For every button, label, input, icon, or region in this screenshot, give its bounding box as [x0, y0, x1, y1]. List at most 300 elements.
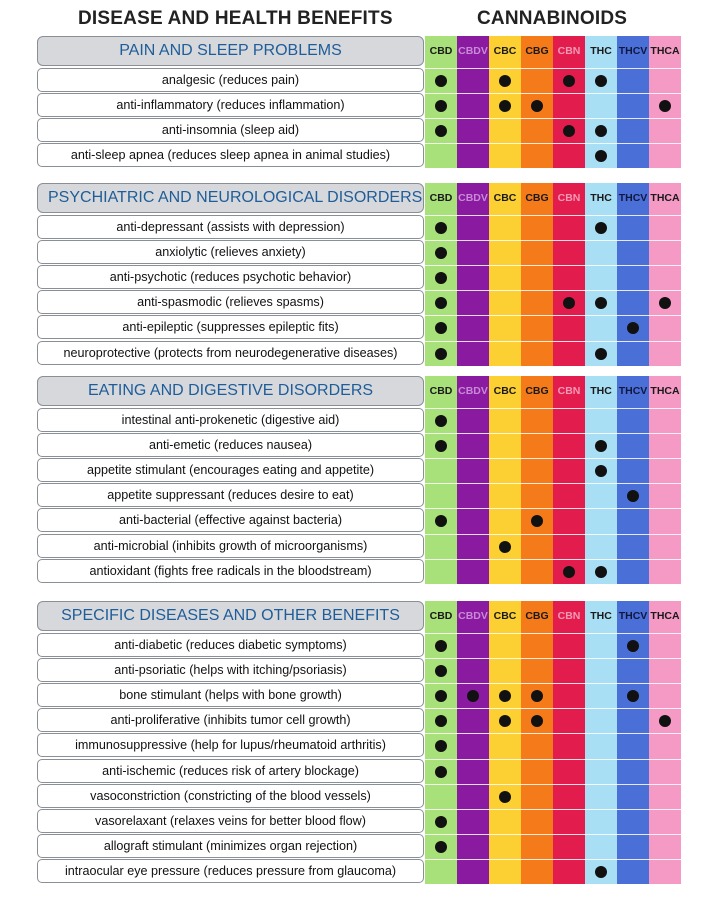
cell-thc: [585, 433, 617, 457]
column-header-cbc: CBC: [493, 385, 517, 397]
cell-thcv: [617, 859, 649, 883]
cell-cbn: [553, 483, 585, 507]
benefit-dot: [531, 100, 543, 112]
benefit-dot: [435, 247, 447, 259]
cell-cbdv: [457, 633, 489, 657]
cell-cbdv: [457, 834, 489, 858]
cell-cbg: [521, 215, 553, 239]
cell-thca: [649, 708, 681, 732]
benefit-dot: [435, 415, 447, 427]
benefit-dot: [531, 690, 543, 702]
benefit-dot: [435, 715, 447, 727]
benefit-dot: [627, 690, 639, 702]
cell-cbdv: [457, 290, 489, 314]
cell-cbg: [521, 859, 553, 883]
benefit-dot: [563, 75, 575, 87]
cell-cbg: [521, 508, 553, 532]
section-header: PAIN AND SLEEP PROBLEMS: [37, 36, 424, 66]
cell-cbd: [425, 215, 457, 239]
cell-cbc: [489, 68, 521, 92]
cell-thcv: [617, 483, 649, 507]
benefit-dot: [659, 100, 671, 112]
cell-cbn: [553, 809, 585, 833]
cell-thca: [649, 483, 681, 507]
cell-thc: [585, 633, 617, 657]
cell-thcv: [617, 733, 649, 757]
cell-cbg: [521, 759, 553, 783]
cell-cbdv: [457, 733, 489, 757]
cell-cbc: [489, 508, 521, 532]
column-header-cbc: CBC: [493, 610, 517, 622]
column-header-cbn: CBN: [557, 192, 581, 204]
cell-cbg: [521, 658, 553, 682]
benefit-dot: [499, 715, 511, 727]
cell-thca: [649, 215, 681, 239]
cell-cbn: [553, 759, 585, 783]
cell-cbc: [489, 859, 521, 883]
cell-cbg: [521, 68, 553, 92]
column-header-cbdv: CBDV: [458, 610, 488, 622]
benefit-dot: [435, 322, 447, 334]
benefit-dot: [499, 791, 511, 803]
benefit-dot: [435, 841, 447, 853]
benefit-row-label: anti-spasmodic (relieves spasms): [37, 290, 424, 314]
cell-cbn: [553, 118, 585, 142]
cell-cbc: [489, 408, 521, 432]
cell-cbdv: [457, 534, 489, 558]
benefit-dot: [435, 348, 447, 360]
cell-cbd: [425, 708, 457, 732]
cell-cbn: [553, 458, 585, 482]
cell-thc: [585, 290, 617, 314]
benefit-row-label: intestinal anti-prokenetic (digestive aid): [37, 408, 424, 432]
benefit-row-label: anti-epileptic (suppresses epileptic fits): [37, 315, 424, 339]
column-header-thca: THCA: [650, 610, 680, 622]
cell-cbc: [489, 290, 521, 314]
cell-thc: [585, 733, 617, 757]
benefit-row-label: anti-emetic (reduces nausea): [37, 433, 424, 457]
cell-thc: [585, 534, 617, 558]
cell-cbc: [489, 834, 521, 858]
column-header-cbc: CBC: [493, 45, 517, 57]
cell-thca: [649, 559, 681, 583]
cell-cbn: [553, 265, 585, 289]
cell-cbn: [553, 733, 585, 757]
cell-thcv: [617, 658, 649, 682]
cell-thcv: [617, 834, 649, 858]
cell-cbg: [521, 315, 553, 339]
cell-thc: [585, 408, 617, 432]
cell-thca: [649, 458, 681, 482]
cell-cbdv: [457, 559, 489, 583]
benefit-dot: [595, 866, 607, 878]
cell-thc: [585, 809, 617, 833]
column-header-cbdv: CBDV: [458, 385, 488, 397]
cell-cbd: [425, 683, 457, 707]
cell-cbc: [489, 265, 521, 289]
cell-thcv: [617, 759, 649, 783]
benefit-dot: [595, 440, 607, 452]
cell-thc: [585, 265, 617, 289]
cell-cbg: [521, 633, 553, 657]
column-header-cbg: CBG: [525, 385, 549, 397]
cell-cbc: [489, 483, 521, 507]
cell-cbn: [553, 240, 585, 264]
cell-thca: [649, 633, 681, 657]
cell-cbd: [425, 859, 457, 883]
section-header: SPECIFIC DISEASES AND OTHER BENEFITS: [37, 601, 424, 631]
cell-thc: [585, 483, 617, 507]
column-header-cbg: CBG: [525, 45, 549, 57]
cell-cbdv: [457, 315, 489, 339]
benefit-dot: [435, 297, 447, 309]
section-header: EATING AND DIGESTIVE DISORDERS: [37, 376, 424, 406]
benefit-row-label: anxiolytic (relieves anxiety): [37, 240, 424, 264]
cell-cbdv: [457, 658, 489, 682]
benefit-dot: [595, 297, 607, 309]
benefit-row-label: anti-proliferative (inhibits tumor cell growth): [37, 708, 424, 732]
column-header-thc: THC: [590, 192, 612, 204]
cell-cbn: [553, 534, 585, 558]
cell-cbg: [521, 458, 553, 482]
benefit-dot: [595, 222, 607, 234]
cell-cbn: [553, 658, 585, 682]
page-title: DISEASE AND HEALTH BENEFITS: [78, 8, 393, 29]
cell-cbdv: [457, 240, 489, 264]
benefit-dot: [659, 297, 671, 309]
cell-thcv: [617, 559, 649, 583]
cell-cbdv: [457, 809, 489, 833]
column-header-thcv: THCV: [618, 45, 648, 57]
cell-cbg: [521, 265, 553, 289]
cell-cbd: [425, 408, 457, 432]
cell-thc: [585, 93, 617, 117]
benefit-dot: [563, 297, 575, 309]
cell-thca: [649, 733, 681, 757]
column-header-thcv: THCV: [618, 610, 648, 622]
cell-thca: [649, 315, 681, 339]
cell-thca: [649, 265, 681, 289]
benefit-dot: [435, 640, 447, 652]
benefit-dot: [627, 640, 639, 652]
cell-cbg: [521, 143, 553, 167]
cell-cbdv: [457, 93, 489, 117]
cell-cbc: [489, 118, 521, 142]
column-header-thcv: THCV: [618, 192, 648, 204]
cell-cbdv: [457, 708, 489, 732]
cell-cbdv: [457, 433, 489, 457]
cell-cbd: [425, 508, 457, 532]
cell-cbg: [521, 683, 553, 707]
cell-thcv: [617, 290, 649, 314]
cell-cbn: [553, 341, 585, 365]
cell-thc: [585, 834, 617, 858]
cell-thca: [649, 834, 681, 858]
cell-thc: [585, 215, 617, 239]
cell-cbd: [425, 315, 457, 339]
cell-cbc: [489, 559, 521, 583]
column-header-cbg: CBG: [525, 610, 549, 622]
benefit-row-label: anti-diabetic (reduces diabetic symptoms): [37, 633, 424, 657]
cell-cbn: [553, 559, 585, 583]
cell-cbg: [521, 733, 553, 757]
cell-cbg: [521, 240, 553, 264]
cell-thcv: [617, 809, 649, 833]
cell-thc: [585, 708, 617, 732]
cell-cbd: [425, 265, 457, 289]
column-header-cbn: CBN: [557, 45, 581, 57]
benefit-dot: [499, 541, 511, 553]
benefit-dot: [595, 150, 607, 162]
cell-cbc: [489, 784, 521, 808]
cell-cbn: [553, 708, 585, 732]
cell-cbn: [553, 93, 585, 117]
cell-thcv: [617, 508, 649, 532]
cell-cbn: [553, 683, 585, 707]
column-header-thc: THC: [590, 610, 612, 622]
benefit-row-label: neuroprotective (protects from neurodegenerative diseases): [37, 341, 424, 365]
benefit-dot: [435, 740, 447, 752]
benefit-row-label: appetite stimulant (encourages eating and appetite): [37, 458, 424, 482]
cell-cbc: [489, 683, 521, 707]
cell-thcv: [617, 143, 649, 167]
benefit-dot: [435, 222, 447, 234]
cell-cbg: [521, 290, 553, 314]
cell-thcv: [617, 708, 649, 732]
cell-cbc: [489, 93, 521, 117]
cell-cbc: [489, 633, 521, 657]
benefit-row-label: bone stimulant (helps with bone growth): [37, 683, 424, 707]
cell-thcv: [617, 408, 649, 432]
cell-cbc: [489, 240, 521, 264]
column-header-cbd: CBD: [429, 610, 453, 622]
cell-thca: [649, 68, 681, 92]
benefit-row-label: anti-insomnia (sleep aid): [37, 118, 424, 142]
cell-thca: [649, 341, 681, 365]
cell-cbc: [489, 341, 521, 365]
benefit-dot: [435, 272, 447, 284]
cell-cbg: [521, 534, 553, 558]
cell-thc: [585, 315, 617, 339]
benefit-dot: [435, 816, 447, 828]
cell-thca: [649, 290, 681, 314]
benefit-dot: [435, 440, 447, 452]
cell-cbc: [489, 458, 521, 482]
cell-cbc: [489, 809, 521, 833]
benefit-dot: [531, 515, 543, 527]
cell-thc: [585, 859, 617, 883]
benefit-row-label: appetite suppressant (reduces desire to eat): [37, 483, 424, 507]
cell-cbd: [425, 240, 457, 264]
benefit-dot: [531, 715, 543, 727]
cell-thcv: [617, 265, 649, 289]
cell-thca: [649, 93, 681, 117]
cell-thcv: [617, 534, 649, 558]
cell-cbn: [553, 859, 585, 883]
benefit-row-label: anti-inflammatory (reduces inflammation): [37, 93, 424, 117]
column-header-thcv: THCV: [618, 385, 648, 397]
cell-thcv: [617, 433, 649, 457]
column-header-thc: THC: [590, 385, 612, 397]
cell-cbc: [489, 143, 521, 167]
cell-thca: [649, 658, 681, 682]
cell-cbc: [489, 708, 521, 732]
cell-cbg: [521, 433, 553, 457]
cell-thca: [649, 508, 681, 532]
cell-cbn: [553, 508, 585, 532]
cell-cbg: [521, 784, 553, 808]
benefit-row-label: allograft stimulant (minimizes organ rejection): [37, 834, 424, 858]
cell-cbd: [425, 784, 457, 808]
benefit-dot: [499, 100, 511, 112]
benefit-dot: [595, 125, 607, 137]
cell-cbdv: [457, 68, 489, 92]
benefit-dot: [595, 465, 607, 477]
benefit-dot: [499, 690, 511, 702]
cell-cbd: [425, 458, 457, 482]
cell-thca: [649, 534, 681, 558]
cell-cbn: [553, 834, 585, 858]
cell-thcv: [617, 215, 649, 239]
column-header-cbd: CBD: [429, 385, 453, 397]
cell-thca: [649, 143, 681, 167]
cell-thcv: [617, 784, 649, 808]
benefit-row-label: vasoconstriction (constricting of the blood vessels): [37, 784, 424, 808]
benefit-row-label: anti-sleep apnea (reduces sleep apnea in animal studies): [37, 143, 424, 167]
cell-thcv: [617, 683, 649, 707]
benefit-row-label: anti-bacterial (effective against bacteria): [37, 508, 424, 532]
cell-thca: [649, 118, 681, 142]
cell-cbdv: [457, 408, 489, 432]
column-header-cbdv: CBDV: [458, 45, 488, 57]
benefit-row-label: intraocular eye pressure (reduces pressure from glaucoma): [37, 859, 424, 883]
column-header-cbc: CBC: [493, 192, 517, 204]
cell-cbg: [521, 408, 553, 432]
cell-cbn: [553, 215, 585, 239]
benefit-row-label: anti-ischemic (reduces risk of artery blockage): [37, 759, 424, 783]
benefit-row-label: anti-depressant (assists with depression): [37, 215, 424, 239]
cell-thca: [649, 240, 681, 264]
cell-cbn: [553, 143, 585, 167]
cell-cbd: [425, 68, 457, 92]
cell-thc: [585, 658, 617, 682]
cell-cbd: [425, 341, 457, 365]
column-header-thca: THCA: [650, 45, 680, 57]
column-header-thca: THCA: [650, 192, 680, 204]
cell-cbc: [489, 759, 521, 783]
benefit-dot: [627, 322, 639, 334]
cell-cbc: [489, 658, 521, 682]
cell-cbc: [489, 215, 521, 239]
benefit-dot: [595, 348, 607, 360]
benefit-row-label: anti-psychotic (reduces psychotic behavior): [37, 265, 424, 289]
cell-thca: [649, 809, 681, 833]
cell-cbdv: [457, 118, 489, 142]
cell-thc: [585, 68, 617, 92]
benefit-dot: [435, 515, 447, 527]
cell-thc: [585, 784, 617, 808]
benefit-dot: [627, 490, 639, 502]
cell-cbdv: [457, 215, 489, 239]
cell-thca: [649, 683, 681, 707]
cell-cbg: [521, 834, 553, 858]
cell-thc: [585, 240, 617, 264]
cell-thcv: [617, 93, 649, 117]
column-header-cbd: CBD: [429, 192, 453, 204]
cell-cbdv: [457, 341, 489, 365]
column-header-cbd: CBD: [429, 45, 453, 57]
cell-cbc: [489, 433, 521, 457]
cell-thca: [649, 759, 681, 783]
benefit-row-label: anti-microbial (inhibits growth of microorganisms): [37, 534, 424, 558]
cell-cbdv: [457, 483, 489, 507]
column-header-cbn: CBN: [557, 385, 581, 397]
cell-thcv: [617, 315, 649, 339]
benefit-dot: [499, 75, 511, 87]
cell-cbn: [553, 68, 585, 92]
cell-cbdv: [457, 458, 489, 482]
cell-cbd: [425, 809, 457, 833]
benefit-dot: [563, 566, 575, 578]
cell-thc: [585, 759, 617, 783]
benefit-dot: [435, 125, 447, 137]
cell-cbg: [521, 118, 553, 142]
cell-cbdv: [457, 784, 489, 808]
cell-thcv: [617, 341, 649, 365]
cell-thc: [585, 458, 617, 482]
cell-cbd: [425, 483, 457, 507]
cell-thca: [649, 784, 681, 808]
cell-cbd: [425, 143, 457, 167]
cell-cbdv: [457, 265, 489, 289]
cell-cbn: [553, 633, 585, 657]
cell-cbdv: [457, 759, 489, 783]
column-header-thca: THCA: [650, 385, 680, 397]
cell-cbg: [521, 341, 553, 365]
cell-cbd: [425, 534, 457, 558]
cell-cbg: [521, 483, 553, 507]
cell-cbd: [425, 834, 457, 858]
benefit-dot: [563, 125, 575, 137]
cell-thc: [585, 341, 617, 365]
column-header-thc: THC: [590, 45, 612, 57]
section-header: PSYCHIATRIC AND NEUROLOGICAL DISORDERS: [37, 183, 424, 213]
cell-cbn: [553, 433, 585, 457]
benefit-row-label: analgesic (reduces pain): [37, 68, 424, 92]
benefit-row-label: vasorelaxant (relaxes veins for better blood flow): [37, 809, 424, 833]
benefit-dot: [659, 715, 671, 727]
cell-thcv: [617, 118, 649, 142]
cell-cbd: [425, 93, 457, 117]
benefit-row-label: anti-psoriatic (helps with itching/psoriasis): [37, 658, 424, 682]
cell-thc: [585, 143, 617, 167]
cannabinoids-title: CANNABINOIDS: [477, 8, 628, 29]
cell-cbdv: [457, 508, 489, 532]
cell-cbg: [521, 809, 553, 833]
cell-thc: [585, 683, 617, 707]
cell-cbg: [521, 559, 553, 583]
column-header-cbdv: CBDV: [458, 192, 488, 204]
column-header-cbg: CBG: [525, 192, 549, 204]
cell-thcv: [617, 240, 649, 264]
cell-cbn: [553, 315, 585, 339]
cell-thcv: [617, 68, 649, 92]
cell-cbn: [553, 290, 585, 314]
benefit-dot: [595, 566, 607, 578]
benefit-row-label: immunosuppressive (help for lupus/rheumatoid arthritis): [37, 733, 424, 757]
cell-cbg: [521, 93, 553, 117]
benefit-dot: [435, 100, 447, 112]
